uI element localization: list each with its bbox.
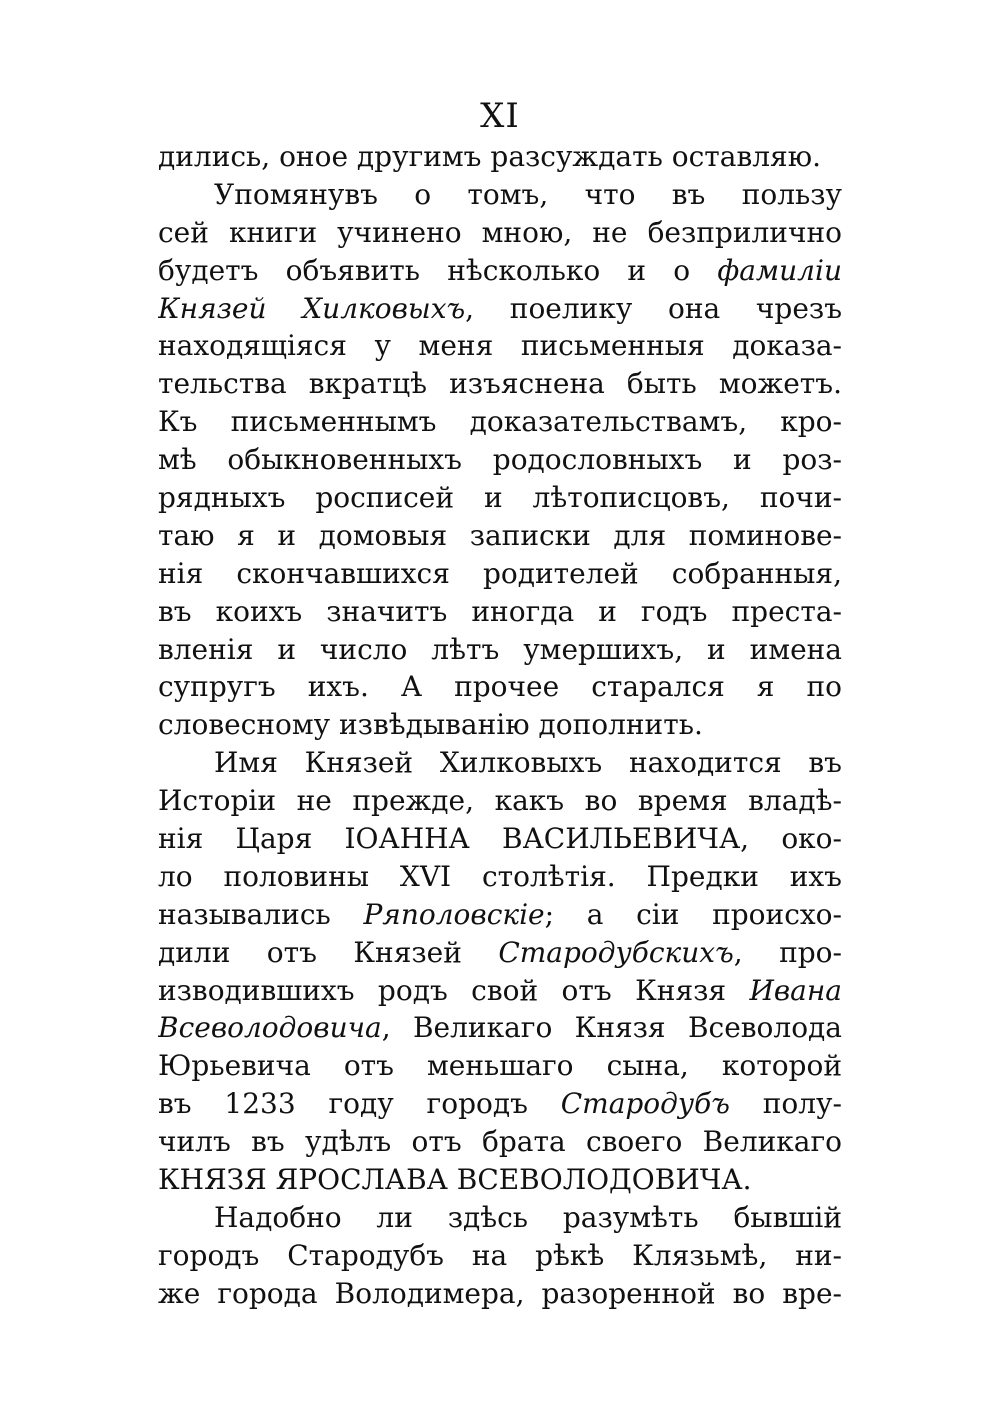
italic-text: Князей Хилковыхъ <box>158 291 466 325</box>
text-line <box>158 327 842 365</box>
text-line <box>158 365 842 403</box>
text-line <box>158 782 842 820</box>
text-segment: вленія и число лѣтъ умершихъ, и имена <box>158 632 842 666</box>
text-segment: рядныхъ росписей и лѣтописцовъ, почи- <box>158 481 842 515</box>
text-segment: нія скончавшихся родителей собранныя, <box>158 556 842 590</box>
text-line <box>158 706 842 744</box>
text-segment: городъ Стародубъ на рѣкѣ Клязьмѣ, ни- <box>158 1238 842 1272</box>
text-line <box>158 1275 842 1313</box>
text-line <box>158 631 842 669</box>
text-line <box>158 252 842 290</box>
italic-text: Всеволодовича <box>158 1011 382 1045</box>
text-segment: нія Царя ІОАННА ВАСИЛЬЕВИЧА, око- <box>158 822 842 856</box>
text-segment: будетъ объявить нѣсколько и о <box>158 253 718 287</box>
text-line <box>158 934 842 972</box>
text-line <box>158 1237 842 1275</box>
text-line <box>158 1199 842 1237</box>
text-segment: находящіяся у меня письменныя доказа- <box>158 329 842 363</box>
text-segment: въ 1233 году городъ <box>158 1087 561 1121</box>
text-segment: Къ письменнымъ доказательствамъ, кро- <box>158 405 842 439</box>
text-segment: , поелику она чрезъ <box>465 291 842 325</box>
body-text <box>158 138 842 1313</box>
page-number: XI <box>480 96 520 136</box>
text-segment: ло половины XVI столѣтія. Предки ихъ <box>158 859 842 893</box>
text-line <box>158 858 842 896</box>
text-line <box>158 479 842 517</box>
italic-text: Ивана <box>749 973 842 1007</box>
text-segment: полу- <box>729 1087 842 1121</box>
text-line <box>158 820 842 858</box>
text-line <box>158 668 842 706</box>
text-line <box>158 1161 842 1199</box>
text-line <box>158 972 842 1010</box>
text-line <box>158 138 842 176</box>
text-segment: дились, оное другимъ разсуждать оставляю. <box>158 140 821 173</box>
paragraph <box>158 176 842 744</box>
text-line <box>158 1009 842 1047</box>
text-segment: словесному извѣдыванію дополнить. <box>158 708 703 742</box>
text-segment: , Великаго Князя Всеволода <box>381 1011 842 1045</box>
text-line <box>158 1047 842 1085</box>
text-line <box>158 593 842 631</box>
text-line <box>158 1123 842 1161</box>
paragraph <box>158 744 842 1199</box>
text-segment: ; а сіи происхо- <box>544 897 842 931</box>
text-segment: Надобно ли здѣсь разумѣть бывшій <box>214 1200 842 1234</box>
text-line <box>158 1085 842 1123</box>
text-segment: КНЯЗЯ ЯРОСЛАВА ВСЕВОЛОДОВИЧА. <box>158 1163 752 1197</box>
text-segment: въ коихъ значитъ иногда и годъ преста- <box>158 594 842 628</box>
text-segment: мѣ обыкновенныхъ родословныхъ и роз- <box>158 443 842 477</box>
text-segment: Имя Князей Хилковыхъ находится въ <box>214 746 842 780</box>
text-line <box>158 744 842 782</box>
italic-text: фамиліи <box>717 253 842 287</box>
text-segment: супругъ ихъ. А прочее старался я по <box>158 670 842 704</box>
text-segment: таю я и домовыя записки для поминове- <box>158 518 842 552</box>
text-line <box>158 214 842 252</box>
text-line <box>158 517 842 555</box>
italic-text: Стародубскихъ <box>498 935 734 969</box>
text-segment: Упомянувъ о томъ, что въ пользу <box>214 177 842 211</box>
paragraph <box>158 1199 842 1313</box>
paragraph <box>158 138 842 176</box>
text-line <box>158 403 842 441</box>
text-segment: чилъ въ удѣлъ отъ брата своего Великаго <box>158 1125 842 1159</box>
italic-text: Ряполовскіе <box>363 897 545 931</box>
text-segment: , про- <box>733 935 842 969</box>
text-line <box>158 896 842 934</box>
italic-text: Стародубъ <box>560 1087 730 1121</box>
text-segment: Исторіи не прежде, какъ во время владѣ- <box>158 784 842 818</box>
text-line <box>158 176 842 214</box>
text-segment: изводившихъ родъ свой отъ Князя <box>158 973 750 1007</box>
text-segment: Юрьевича отъ меньшаго сына, которой <box>158 1049 842 1083</box>
text-line <box>158 555 842 593</box>
text-line <box>158 290 842 328</box>
text-segment: же города Володимера, разоренной во вре- <box>158 1276 842 1310</box>
text-segment: сей книги учинено мною, не безприлично <box>158 215 842 249</box>
text-segment: тельства вкратцѣ изъяснена быть можетъ. <box>158 367 842 401</box>
text-segment: назывались <box>158 897 364 931</box>
text-segment: дили отъ Князей <box>158 935 499 969</box>
text-line <box>158 441 842 479</box>
